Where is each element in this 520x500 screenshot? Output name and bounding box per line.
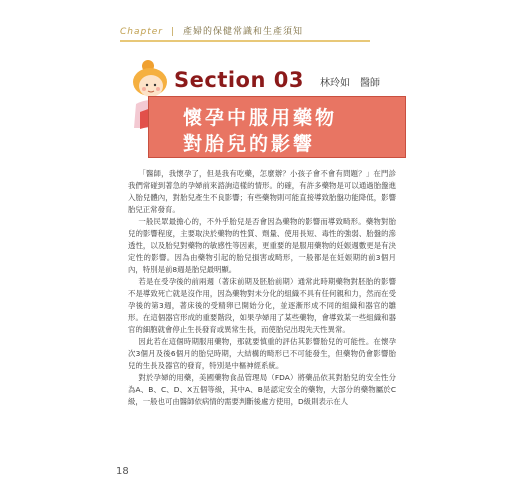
paragraph: 若是在受孕後的前兩週（著床前期及胚胎前期）通常此時期藥物對胚胎的影響不是導致死亡就是沒作用，因為藥物對未分化的組織不具有任何親和力，然而在受孕後的第3週，著床後的受精卵已開始分化，並逐漸形成不同的組織和器官的雛形。在這個器官形成的重要階段，如果孕婦用了某些藥物，會導致某一些組織和器官的細胞就會停止生長發育或異常生長，而使胎兒出現先天性異常。 xyxy=(128,277,396,334)
paragraph: 一般民眾最擔心的，不外乎胎兒是否會因為藥物的影響而導致畸形。藥物對胎兒的影響程度，主要取決於藥物的性質、劑量、使用長短、毒性的強弱、胎盤的滲透性，以及胎兒對藥物的敏感性等因素，更重要的是服用藥物的妊娠週數更是有決定性的影響。因為由藥物引起的胎兒損害或畸形，一般都是在妊娠期的前3個月內，特別是前8週是胎兒最明顯。 xyxy=(128,217,396,274)
title-line-1: 懷孕中服用藥物 xyxy=(183,107,338,129)
section-number: Section 03 xyxy=(174,68,304,92)
running-head xyxy=(120,24,303,37)
header-rule xyxy=(120,40,370,42)
chapter-label: Chapter xyxy=(120,27,163,37)
paragraph: 因此若在這個時期服用藥物，那就要慎重的評估其影響胎兒的可能性。在懷孕次3個月及後6個月的胎兒時期，大結構的畸形已不可能發生，但藥物仍會影響胎兒的生長及器官的發育，特別是中樞神經系統。 xyxy=(128,337,396,370)
author-line xyxy=(320,74,380,89)
author-role: 醫師 xyxy=(360,78,380,89)
title-line-2: 對胎兒的影響 xyxy=(183,133,316,155)
page-number: 18 xyxy=(116,466,129,477)
paragraph: 「醫師，我懷孕了，但是我有吃藥，怎麼辦？小孩子會不會有問題？」在門診我們常碰到著急的孕婦前來諮詢這樣的情形。的確，有許多藥物是可以通過胎盤進入胎兒體內，對胎兒產生不良影響；有些藥物則可能直接導致胎盤功能降低，影響胎兒正常發育。 xyxy=(128,169,396,214)
book-title: 產婦的保健常識和生產須知 xyxy=(183,27,304,37)
chapter-title-banner xyxy=(148,96,406,158)
header-separator: | xyxy=(170,27,176,37)
body-text xyxy=(128,168,396,408)
paragraph: 對於孕婦的用藥，美國藥物食品管理局（FDA）將藥品依其對胎兒的安全性分為A、B、C、D、X五個等級，其中A、B是認定安全的藥物，大部分的藥物屬於C級，一般也可由醫師依病情的需要判斷後處方使用，D級則表示在人 xyxy=(128,373,396,406)
author-name: 林玲如 xyxy=(320,78,350,89)
